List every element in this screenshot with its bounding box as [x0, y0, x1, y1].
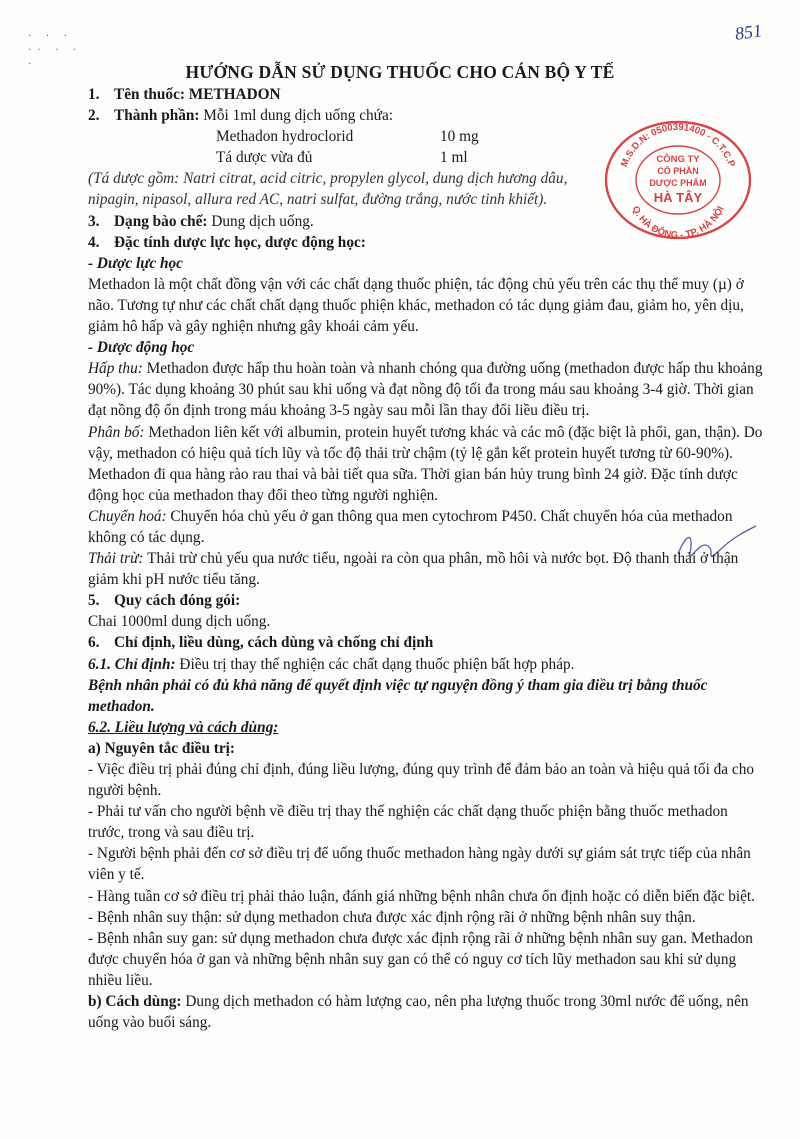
- section-5: [88, 590, 764, 611]
- section-number: 4.: [88, 233, 100, 251]
- document-title: HƯỚNG DẪN SỬ DỤNG THUỐC CHO CÁN BỘ Y TẾ: [185, 62, 615, 82]
- consent-note: Bệnh nhân phải có đủ khả năng để quyết định việc tự nguyện đồng ý tham gia điều trị bằng thuốc methadon.: [88, 676, 708, 715]
- scan-specks: · · · ·· · · ·: [28, 31, 83, 70]
- stamp-ring-top: M.S.D.N: 0500391400 - C.T.C.P: [619, 121, 737, 169]
- handwritten-page-number: 851: [733, 20, 764, 44]
- distribution-text: Methadon liên kết với albumin, protein huyết tương khác và các mô (đặc biệt là phổi, gan, thận). Do vậy, methadon có hiệu quả tích lũy và tốc độ thải trừ chậm (tỷ lệ gắn kết protein huyết tương từ 60-90%). Methadon đi qua hàng rào rau thai và bài tiết qua sữa. Thời gian bán hủy trung bình 24 giờ. Đặc tính dược động học của methadon thay đổi theo từng người nghiện.: [88, 423, 763, 504]
- distribution-label: Phân bố:: [88, 423, 145, 441]
- dosage-heading: 6.2. Liều lượng và cách dùng:: [88, 718, 279, 736]
- section-number: 3.: [88, 212, 100, 230]
- distribution-paragraph: [88, 422, 764, 506]
- section-1: [88, 84, 764, 105]
- list-item: - Hàng tuần cơ sở điều trị phải thảo luận, đánh giá những bệnh nhân chưa ổn định hoặc có diễn biến đặc biệt.: [88, 887, 755, 905]
- list-item: - Phải tư vấn cho người bệnh về điều trị thay thế nghiện các chất dạng thuốc phiện bằng thuốc methadon trước, trong và sau điều trị.: [88, 803, 728, 842]
- stamp-line-1: CÔNG TY: [656, 154, 700, 165]
- absorption-paragraph: [88, 358, 764, 421]
- metabolism-text: Chuyển hóa chủ yếu ở gan thông qua men cytochrom P450. Chất chuyển hóa của methadon không có tác dụng.: [88, 507, 733, 546]
- stamp-line-4: HÀ TÂY: [653, 190, 703, 205]
- stamp-line-2: CỔ PHẦN: [657, 166, 699, 176]
- indication-text: Điều trị thay thế nghiện các chất dạng thuốc phiện bất hợp pháp.: [179, 655, 575, 673]
- indication-label: 6.1. Chỉ định:: [88, 655, 176, 673]
- section-value: Mỗi 1ml dung dịch uống chứa:: [203, 107, 394, 125]
- elimination-text: Thải trừ chủ yếu qua nước tiểu, ngoài ra còn qua phân, mồ hôi và nước bọt. Độ thanh thải ở thận giảm khi pH nước tiểu tăng.: [88, 550, 739, 589]
- indication-paragraph: [88, 654, 764, 675]
- ingredient-amount: 1 ml: [440, 149, 468, 167]
- section-label: Đặc tính dược lực học, dược động học:: [114, 233, 366, 251]
- list-item: - Người bệnh phải đến cơ sở điều trị để uống thuốc methadon hàng ngày dưới sự giám sát trực tiếp của nhân viên y tế.: [88, 845, 751, 884]
- usage-paragraph: [88, 991, 764, 1033]
- absorption-text: Methadon được hấp thu hoàn toàn và nhanh chóng qua đường uống (methadon được hấp thu khoảng 90%). Tác dụng khoảng 30 phút sau khi uống và đạt nồng độ tối đa trong máu sau khoảng 3-4 giờ. Thời gian đạt nồng độ ổn định trong máu khoảng 3-5 ngày sau mỗi lần thay đổi liều điều trị.: [88, 360, 763, 420]
- ingredient-amount: 10 mg: [440, 128, 479, 146]
- list-item: - Bệnh nhân suy gan: sử dụng methadon chưa được xác định rộng rãi ở những bệnh nhân suy gan. Methadon được chuyển hóa ở gan và những bệnh nhân suy gan có thể có nguy cơ tích lũy methadon sau khi sử dụng nhiều liều.: [88, 929, 753, 989]
- section-label: Tên thuốc:: [114, 86, 185, 103]
- drug-name: METHADON: [188, 86, 281, 103]
- section-number: 2.: [88, 107, 100, 125]
- elimination-label: Thải trừ:: [88, 550, 144, 568]
- usage-label: b) Cách dùng:: [88, 993, 182, 1011]
- section-label: Chỉ định, liều dùng, cách dùng và chống chỉ định: [114, 634, 434, 652]
- section-value: Dung dịch uống.: [211, 212, 314, 230]
- section-6: [88, 632, 764, 653]
- list-item: - Việc điều trị phải đúng chỉ định, đúng liều lượng, đúng quy trình để đảm bảo an toàn và hiệu quả tối đa cho người bệnh.: [88, 761, 755, 800]
- section-label: Thành phần:: [114, 107, 200, 125]
- section-number: 5.: [88, 592, 100, 610]
- principles-heading: a) Nguyên tắc điều trị:: [88, 739, 236, 757]
- section-label: Quy cách đóng gói:: [114, 592, 241, 610]
- stamp-line-3: DƯỢC PHẨM: [649, 178, 707, 188]
- usage-text: Dung dịch methadon có hàm lượng cao, nên pha lượng thuốc trong 30ml nước để uống, nên uống vào buổi sáng.: [88, 993, 749, 1032]
- company-stamp: [598, 118, 758, 240]
- stamp-ring-bottom: Q. HÀ ĐÔNG - TP. HÀ NỘI: [629, 204, 727, 240]
- absorption-label: Hấp thu:: [88, 360, 143, 378]
- signature-mark: [660, 520, 760, 576]
- pharmacodynamics-heading: - Dược lực học: [88, 254, 183, 272]
- list-item: - Bệnh nhân suy thận: sử dụng methadon chưa được xác định rộng rãi ở những bệnh nhân suy thận.: [88, 908, 696, 926]
- ingredient-name: Methadon hydroclorid: [216, 128, 354, 146]
- section-number: 1.: [88, 86, 100, 103]
- section-label: Dạng bào chế:: [114, 212, 208, 230]
- metabolism-label: Chuyển hoá:: [88, 507, 167, 525]
- excipients-note: (Tá dược gồm: Natri citrat, acid citric, propylen glycol, dung dịch hương dâu, nipagin, nipasol, allura red AC, natri sulfat, đường trắng, nước tinh khiết).: [88, 170, 568, 209]
- pharmacodynamics-text: Methadon là một chất đồng vận với các chất dạng thuốc phiện, tác động chủ yếu trên các thụ thể muy (µ) ở não. Tương tự như các chất chất dạng thuốc phiện khác, methadon có tác dụng giảm đau, giảm ho, yên dịu, giảm hô hấp và gây nghiện nhưng gây khoái cảm yếu.: [88, 275, 744, 336]
- packaging-text: Chai 1000ml dung dịch uống.: [88, 613, 271, 631]
- section-number: 6.: [88, 634, 100, 652]
- ingredient-name: Tá dược vừa đủ: [216, 149, 313, 167]
- pharmacokinetics-heading: - Dược động học: [88, 339, 195, 357]
